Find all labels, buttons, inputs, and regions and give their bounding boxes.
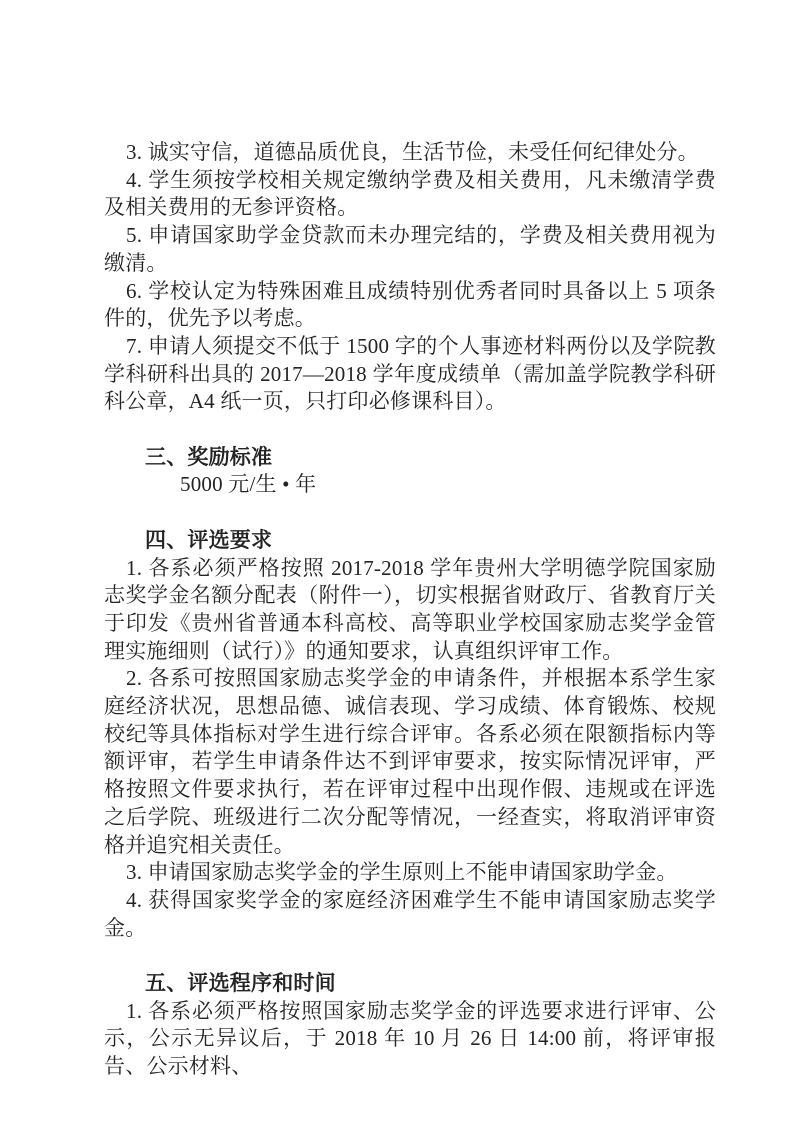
requirement-item-4: 4. 获得国家奖学金的家庭经济困难学生不能申请国家励志奖学金。 bbox=[104, 887, 716, 940]
eligibility-item-5: 5. 申请国家助学金贷款而未办理完结的，学费及相关费用视为缴清。 bbox=[104, 223, 716, 275]
eligibility-item-4: 4. 学生须按学校相关规定缴纳学费及相关费用，凡未缴清学费及相关费用的无参评资格。 bbox=[104, 167, 716, 220]
requirement-item-1: 1. 各系必须严格按照 2017-2018 学年贵州大学明德学院国家励志奖学金名额分配表（附件一），切实根据省财政厅、省教育厅关于印发《贵州省普通本科高校、高等职业学校国家励志奖学金管理实施细则（试行）》的通知要求，认真组织评审工作。 bbox=[104, 555, 716, 663]
requirement-item-2: 2. 各系可按照国家励志奖学金的申请条件，并根据本系学生家庭经济状况，思想品德、诚信表现、学习成绩、体育锻炼、校规校纪等具体指标对学生进行综合评审。各系必须在限额指标内等额评审，若学生申请条件达不到评审要求，按实际情况评审，严格按照文件要求执行，若在评审过程中出现作假、违规或在评选之后学院、班级进行二次分配等情况，一经查实，将取消评审资格并追究相关责任。 bbox=[104, 666, 716, 857]
eligibility-item-7: 7. 申请人须提交不低于 1500 字的个人事迹材料两份以及学院教学科研科出具的 2017—2018 学年度成绩单（需加盖学院教学科研科公章，A4 纸一页，只打印必修课科目）。 bbox=[104, 333, 716, 414]
section-title-selection-procedure: 五、评选程序和时间 bbox=[145, 971, 336, 996]
eligibility-item-3: 3. 诚实守信，道德品质优良，生活节俭，未受任何纪律处分。 bbox=[126, 140, 699, 164]
procedure-item-1: 1. 各系必须严格按照国家励志奖学金的评选要求进行评审、公示，公示无异议后，于 2018 年 10 月 26 日 14:00 前，将评审报告、公示材料、 bbox=[104, 998, 716, 1079]
section-title-selection-requirements: 四、评选要求 bbox=[145, 527, 273, 552]
eligibility-item-6: 6. 学校认定为特殊困难且成绩特别优秀者同时具备以上 5 项条件的，优先予以考虑。 bbox=[104, 278, 716, 331]
reward-amount: 5000 元/生 • 年 bbox=[180, 472, 317, 497]
section-title-reward-standard: 三、奖励标准 bbox=[145, 444, 273, 469]
requirement-item-3: 3. 申请国家励志奖学金的学生原则上不能申请国家助学金。 bbox=[126, 860, 678, 885]
document-body bbox=[104, 139, 716, 1081]
